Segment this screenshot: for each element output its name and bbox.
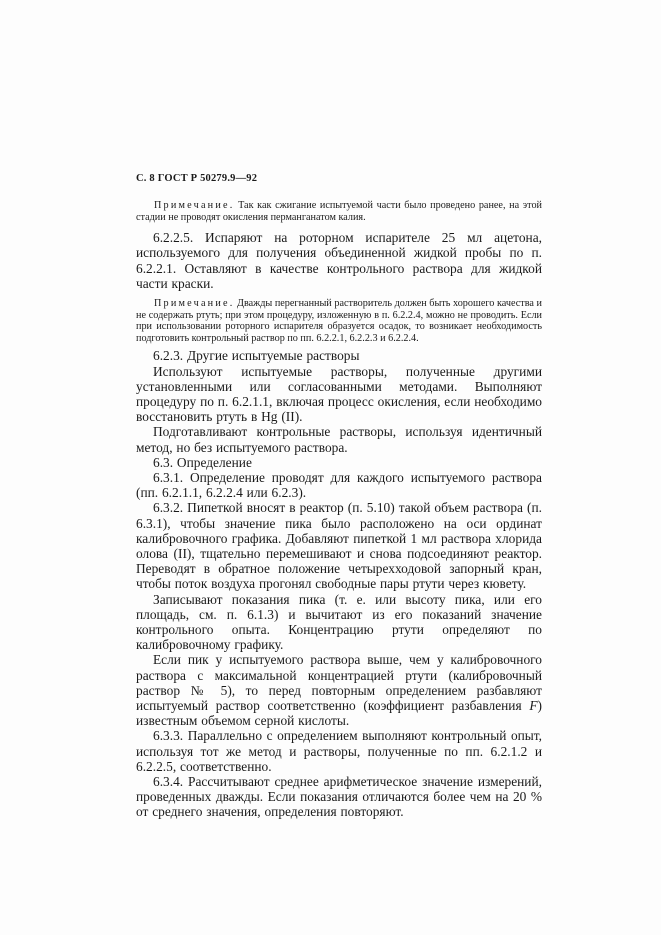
- note-label: Примечание.: [154, 298, 235, 309]
- paragraph-6-3-2: 6.3.2. Пипеткой вносят в реактор (п. 5.10) такой объем раствора (п. 6.3.1), чтобы значение пика было расположено на оси ординат калибровочного графика. Добавляют пипеткой 1 мл раствора хлорида олова (II), тщательно перемешивают и снова подсоединяют реактор. Переводят в обратное положение четырехходовой запорный кран, чтобы поток воздуха прогонял свободные пары ртути через кювету.: [136, 500, 542, 592]
- dilution-text-a: Если пик у испытуемого раствора выше, чем у калибровочного раствора с максимальной концентрацией ртути (калибровочный раствор № 5), то перед повторным определением разбавляют испытуемый раствор соответственно (коэффициент разбавления: [136, 652, 542, 714]
- paragraph-dilution: [136, 652, 542, 728]
- paragraph-record-peak: Записывают показания пика (т. е. или высоту пика, или его площадь, см. п. 6.1.3) и вычитают из его показаний значение контрольного опыта. Концентрацию ртути определяют по калибровочному графику.: [136, 591, 542, 653]
- paragraph-6-3-4: 6.3.4. Рассчитывают среднее арифметическое значение измерений, проведенных дважды. Если показания отличаются более чем на 20 % от среднего значения, определения повторяют.: [136, 774, 542, 820]
- paragraph-6-2-3-a: Используют испытуемые растворы, полученные другими установленными или согласованными методами. Выполняют процедуру по п. 6.2.1.1, включая процесс окисления, если необходимо восстановить ртуть в Hg (II).: [136, 363, 542, 425]
- paragraph-6-3-3: 6.3.3. Параллельно с определением выполняют контрольный опыт, используя тот же метод и растворы, полученные по пп. 6.2.1.2 и 6.2.2.5, соответственно.: [136, 728, 542, 774]
- running-header: С. 8 ГОСТ Р 50279.9—92: [136, 173, 258, 184]
- note-text: Дважды перегнанный растворитель должен быть хорошего качества и не содержать ртуть; при этом процедуру, изложенную в п. 6.2.2.4, можно не проводить. Если при использовании роторного испарителя образуется осадок, то возникает необходимость подготовить контрольный раствор по пп. 6.2.2.1, 6.2.2.3 и 6.2.2.4.: [136, 298, 542, 344]
- note-1: [136, 200, 542, 223]
- note-label: Примечание.: [154, 200, 235, 211]
- dilution-text-b: ) известным объемом серной кислоты.: [136, 698, 542, 729]
- document-page: [136, 172, 542, 820]
- paragraph-6-3-1: 6.3.1. Определение проводят для каждого испытуемого раствора (пп. 6.2.1.1, 6.2.2.4 или 6.2.3).: [136, 470, 542, 501]
- note-2: [136, 298, 542, 344]
- dilution-factor-symbol: F: [529, 698, 538, 714]
- heading-6-3: 6.3. Определение: [153, 454, 252, 470]
- paragraph-6-2-3-b: Подготавливают контрольные растворы, используя идентичный метод, но без испытуемого раствора.: [136, 424, 542, 455]
- note-text: Так как сжигание испытуемой части было проведено ранее, на этой стадии не проводят окисления перманганатом калия.: [136, 200, 542, 223]
- paragraph-6-2-2-5: 6.2.2.5. Испаряют на роторном испарителе 25 мл ацетона, используемого для получения объединенной жидкой пробы по п. 6.2.2.1. Оставляют в качестве контрольного раствора для жидкой части краски.: [136, 230, 542, 291]
- heading-6-2-3: 6.2.3. Другие испытуемые растворы: [153, 348, 360, 364]
